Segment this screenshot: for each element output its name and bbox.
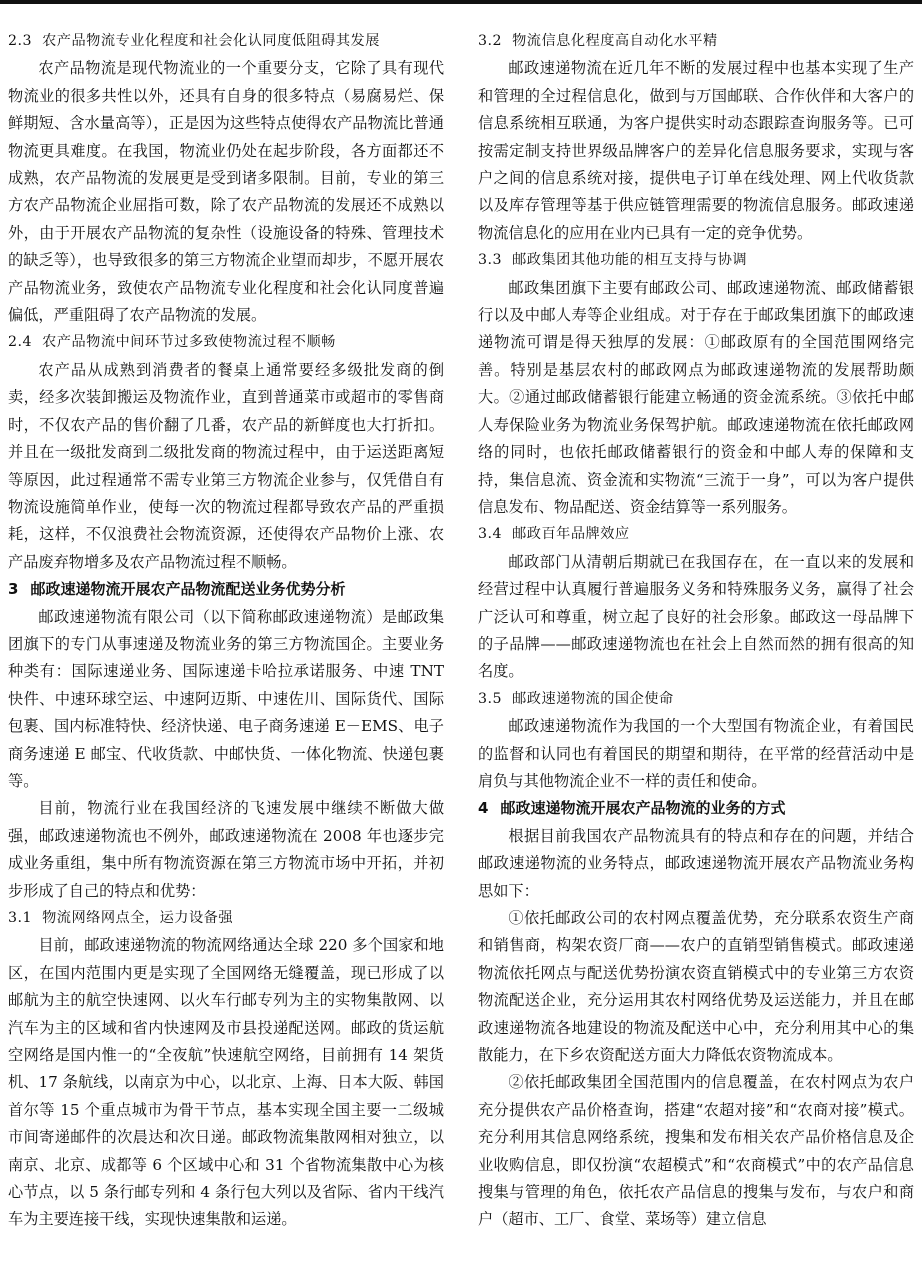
paragraph: 邮政部门从清朝后期就已在我国存在，在一直以来的发展和经营过程中认真履行普遍服务义务和特殊服务义务，赢得了社会广泛认可和尊重，树立起了良好的社会形象。邮政这一母品牌下的子品牌——邮政速递物流也在社会上自然而然的拥有很高的知名度。 [478, 552, 914, 681]
section-number: 3.4 [478, 526, 503, 543]
section-title: 物流信息化程度高自动化水平精 [512, 33, 718, 49]
section-title: 邮政速递物流开展农产品物流的业务的方式 [500, 799, 786, 818]
paragraph: 邮政集团旗下主要有邮政公司、邮政速递物流、邮政储蓄银行以及中邮人寿等企业组成。对于存在于邮政集团旗下的邮政速递物流可谓是得天独厚的发展：①邮政原有的全国范围网络完善。特别是基层农村的邮政网点为邮政速递物流的发展帮助颇大。②通过邮政储蓄银行能建立畅通的资金流系统。③依托中邮人寿保险业务为物流业务保驾护航。邮政速递物流在依托邮政网络的同时，也依托邮政储蓄银行的资金和中邮人寿的保障和支持，集信息流、资金流和实物流“三流于一身”，可以为客户提供信息发布、物品配送、资金结算等一系列服务。 [478, 278, 914, 516]
section-title: 农产品物流专业化程度和社会化认同度低阻碍其发展 [42, 33, 380, 49]
section-title: 农产品物流中间环节过多致使物流过程不顺畅 [42, 334, 336, 351]
section-heading-2-3 [8, 28, 444, 55]
section-title: 邮政集团其他功能的相互支持与协调 [512, 252, 748, 269]
section-number: 3.3 [478, 252, 503, 269]
paragraph: 目前，邮政速递物流的物流网络通达全球 220 多个国家和地区，在国内范围内更是实现了全国网络无缝覆盖，现已形成了以邮航为主的航空快速网、以火车行邮专列为主的实物集散网、以汽车为主的区域和省内快速网及市县投递配送网。邮政的货运航空网络是国内惟一的“全夜航”快速航空网络，目前拥有 14 架货机、17 条航线，以南京为中心，以北京、上海、日本大阪、韩国首尔等 15 个重点城市为骨干节点，基本实现全国主要一二级城市间寄递邮件的次晨达和次日递。邮政物流集散网相对独立，以南京、北京、成都等 6 个区域中心和 31 个省物流集散中心为核心节点，以 5 条行邮专列和 4 条行包大列以及省际、省内干线汽车为主要连接干线，实现快速集散和运递。 [8, 936, 444, 1229]
paragraph: 农产品物流是现代物流业的一个重要分支，它除了具有现代物流业的很多共性以外，还具有自身的很多特点（易腐易烂、保鲜期短、含水量高等），正是因为这些特点使得农产品物流比普通物流更具难度。在我国，物流业仍处在起步阶段，各方面都还不成熟，农产品物流的发展更是受到诸多限制。目前，专业的第三方农产品物流企业屈指可数，除了农产品物流的发展还不成熟以外，由于开展农产品物流的复杂性（设施设备的特殊、管理技术的缺乏等），也导致很多的第三方物流企业望而却步，不愿开展农产品物流业务，致使农产品物流专业化程度和社会化认同度普遍偏低，严重阻碍了农产品物流的发展。 [8, 59, 444, 325]
right-column [478, 28, 914, 1234]
section-title: 物流网络网点全，运力设备强 [42, 910, 234, 926]
section-number: 3.1 [8, 910, 33, 926]
section-heading-3-2 [478, 28, 914, 55]
section-number: 2.3 [8, 33, 33, 49]
section-number: 3.2 [478, 33, 503, 49]
paragraph: 根据目前我国农产品物流具有的特点和存在的问题，并结合邮政速递物流的业务特点，邮政速递物流开展农产品物流业务构思如下： [478, 826, 914, 900]
paragraph: 邮政速递物流作为我国的一个大型国有物流企业，有着国民的监督和认同也有着国民的期望和期待，在平常的经营活动中是肩负与其他物流企业不一样的责任和使命。 [478, 717, 914, 790]
section-title: 邮政百年品牌效应 [512, 526, 630, 543]
section-title: 邮政速递物流开展农产品物流配送业务优势分析 [30, 580, 346, 599]
section-heading-3-4 [478, 521, 914, 548]
section-heading-3-1 [8, 905, 444, 932]
section-number: 3.5 [478, 690, 503, 707]
paragraph: 邮政速递物流在近几年不断的发展过程中也基本实现了生产和管理的全过程信息化，做到与万国邮联、合作伙伴和大客户的信息系统相互联通，为客户提供实时动态跟踪查询服务等。已可按需定制支持世界级品牌客户的差异化信息服务要求，实现与客户之间的信息系统对接，提供电子订单在线处理、网上代收货款以及库存管理等基于供应链管理需要的物流信息服务。邮政速递物流信息化的应用在业内已具有一定的竞争优势。 [478, 59, 914, 242]
paragraph: 农产品从成熟到消费者的餐桌上通常要经多级批发商的倒卖，经多次装卸搬运及物流作业，直到普通菜市或超市的零售商时，不仅农产品的售价翻了几番，农产品的新鲜度也大打折扣。并且在一级批发商到二级批发商的物流过程中，由于运送距离短等原因，此过程通常不需专业第三方物流企业参与，仅凭借自有物流设施简单作业，使每一次的物流过程都导致农产品的严重损耗，这样，不仅浪费社会物流资源，还使得农产品物价上涨、农产品废弃物增多及农产品物流过程不顺畅。 [8, 360, 444, 571]
left-column [8, 28, 444, 1234]
section-number: 3 [8, 580, 19, 599]
section-number: 2.4 [8, 334, 33, 351]
paragraph: ②依托邮政集团全国范围内的信息覆盖，在农村网点为农户充分提供农产品价格查询，搭建“农超对接”和“农商对接”模式。充分利用其信息网络系统，搜集和发布相关农产品价格信息及企业收购信息，即仅扮演“农超模式”和“农商模式”中的农产品信息搜集与管理的角色，依托农产品信息的搜集与发布，与农户和商户（超市、工厂、食堂、菜场等）建立信息 [478, 1073, 914, 1229]
section-heading-3-5 [478, 686, 914, 713]
section-title: 邮政速递物流的国企使命 [512, 690, 674, 707]
paragraph: 目前，物流行业在我国经济的飞速发展中继续不断做大做强，邮政速递物流也不例外，邮政速递物流在 2008 年也逐步完成业务重组，集中所有物流资源在第三方物流市场中开拓，并初步形成了自己的特点和优势： [8, 799, 444, 900]
header-rule [0, 0, 922, 4]
section-number: 4 [478, 799, 489, 818]
section-heading-2-4 [8, 329, 444, 356]
paragraph: ①依托邮政公司的农村网点覆盖优势，充分联系农资生产商和销售商，构架农资厂商——农户的直销型销售模式。邮政速递物流依托网点与配送优势扮演农资直销模式中的专业第三方农资物流配送企业，充分运用其农村网络优势及运送能力，并且在邮政速递物流各地建设的物流及配送中心中，充分利用其中心的集散能力，在下乡农资配送方面大力降低农资物流成本。 [478, 909, 914, 1065]
paragraph: 邮政速递物流有限公司（以下简称邮政速递物流）是邮政集团旗下的专门从事速递及物流业务的第三方物流国企。主要业务种类有：国际速递业务、国际速递卡哈拉承诺服务、中速 TNT 快件、中速环球空运、中速阿迈斯、中速佐川、国际货代、国际包裹、国内标准特快、经济快递、电子商务速递 E－EMS、电子商务速递 E 邮宝、代收货款、中邮快货、一体化物流、快递包裹等。 [8, 607, 444, 790]
section-heading-4 [478, 795, 914, 822]
section-heading-3 [8, 576, 444, 603]
section-heading-3-3 [478, 247, 914, 274]
